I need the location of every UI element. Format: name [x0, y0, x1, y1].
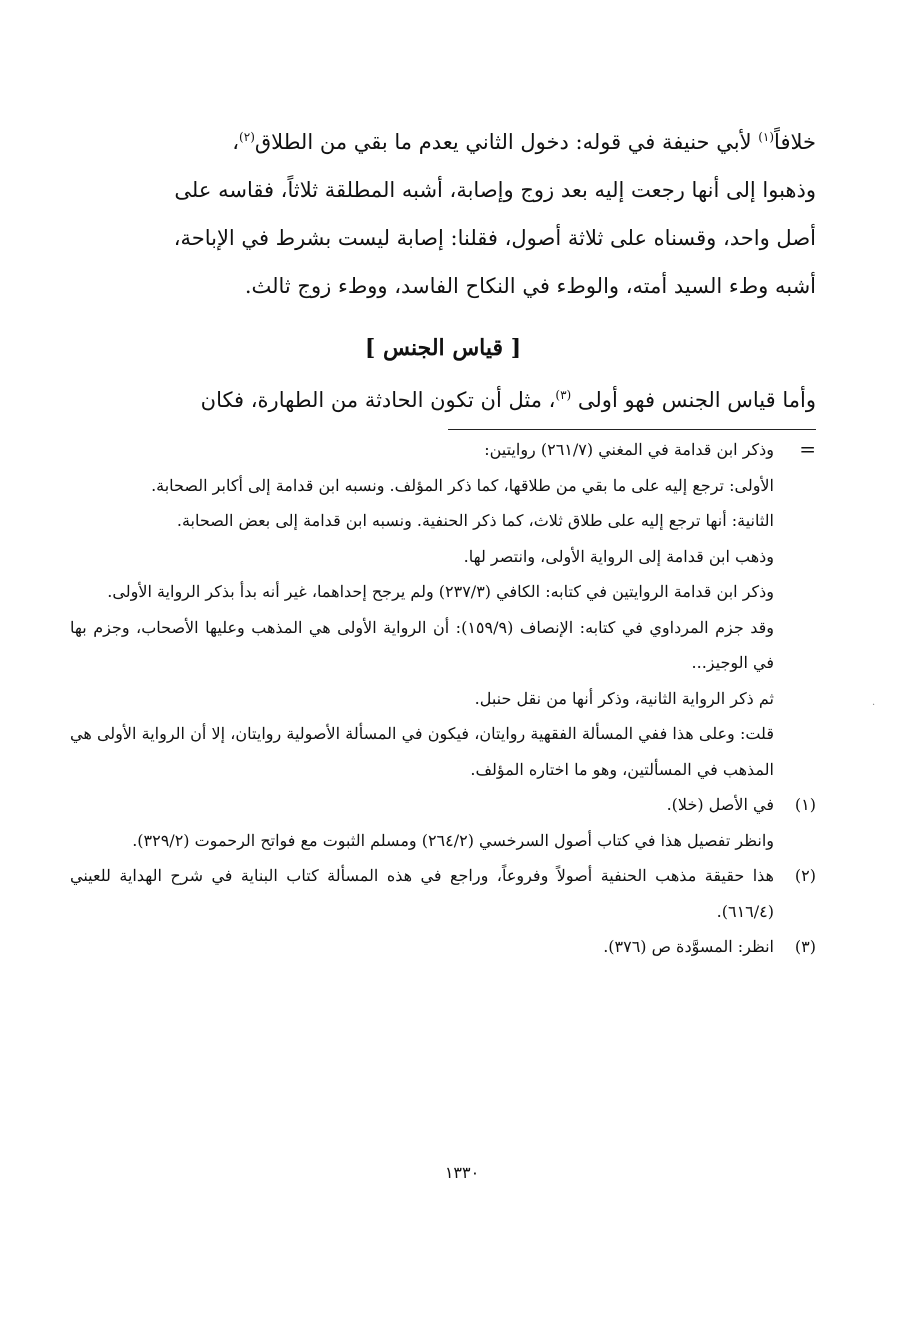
footnote-2: [70, 858, 816, 929]
footnote-line: وانظر تفصيل هذا في كتاب أصول السرخسي (٢٦٤/٢) ومسلم الثبوت مع فواتح الرحموت (٣٢٩/٢).: [132, 830, 774, 850]
footnote-3: [70, 929, 816, 965]
main-line-3: أصل واحد، وقسناه على ثلاثة أصول، فقلنا: إصابة ليست بشرط في الإباحة،: [173, 226, 816, 250]
footnote-body: [70, 929, 774, 965]
footnote-number: (٢): [794, 866, 816, 885]
main-line-4: أشبه وطء السيد أمته، والوطء في النكاح الفاسد، ووطء زوج ثالث.: [244, 274, 816, 298]
section-text-start: وأما قياس الجنس فهو أولى: [571, 388, 816, 412]
note-paragraph: وذكر ابن قدامة في المغني (٢٦١/٧) روايتين:: [484, 440, 774, 459]
section-paragraph: [70, 378, 816, 422]
footnote-number: (٣): [794, 937, 816, 956]
footnotes-area: [70, 432, 816, 965]
continuation-mark: =: [799, 437, 816, 461]
main-line-2: وذهبوا إلى أنها رجعت إليه بعد زوج وإصابة، أشبه المطلقة ثلاثاً، فقاسه على: [174, 178, 816, 202]
footnote-ref-2[interactable]: (٢): [239, 130, 255, 144]
main-line-1-end: ،: [232, 130, 240, 154]
note-paragraph: الأولى: ترجع إليه على ما بقي من طلاقها، كما ذكر المؤلف. ونسبه ابن قدامة إلى أكابر الصحابة.: [151, 475, 774, 495]
footnote-1: [70, 787, 816, 858]
footnote-number: (١): [794, 795, 816, 814]
footnote-line: انظر: المسوَّدة ص (٣٧٦).: [603, 937, 774, 956]
main-line-1: [70, 118, 816, 166]
footnote-separator: [448, 429, 816, 430]
footnote-line: في الأصل (خلا).: [666, 795, 774, 814]
page-number: ١٣٣٠: [444, 1163, 480, 1182]
footnote-ref-1[interactable]: (١): [758, 130, 775, 144]
main-line-1-middle: لأبي حنيفة في قوله: دخول الثاني يعدم ما بقي من الطلاق: [254, 130, 759, 154]
scan-speck: ·: [872, 700, 876, 711]
footnote-ref-3[interactable]: (٣): [555, 388, 572, 402]
footnote-line: هذا حقيقة مذهب الحنفية أصولاً وفروعاً، وراجع في هذه المسألة كتاب البناية في شرح الهداية للعيني (٦١٦/٤).: [70, 866, 774, 921]
continued-note: [70, 432, 816, 787]
section-heading: [ قياس الجنس ]: [364, 335, 522, 361]
note-paragraph: وقد جزم المرداوي في كتابه: الإنصاف (١٥٩/٩): أن الرواية الأولى هي المذهب وعليها الأصحاب، وجزم بها في الوجيز...: [70, 617, 775, 672]
note-paragraph: ثم ذكر الرواية الثانية، وذكر أنها من نقل حنبل.: [474, 688, 774, 708]
note-paragraph: وذكر ابن قدامة الروايتين في كتابه: الكافي (٢٣٧/٣) ولم يرجح إحداهما، غير أنه بدأ بذكر الرواية الأولى.: [107, 582, 774, 601]
note-paragraph: وذهب ابن قدامة إلى الرواية الأولى، وانتصر لها.: [463, 546, 774, 566]
section-text-end: ، مثل أن تكون الحادثة من الطهارة، فكان: [200, 388, 556, 412]
note-paragraph: قلت: وعلى هذا ففي المسألة الفقهية روايتان، فيكون في المسألة الأصولية روايتان، إلا أن الرواية الأولى هي المذهب في المسألتين، وهو ما اختاره المؤلف.: [70, 724, 774, 779]
footnote-body: [70, 787, 774, 858]
footnote-body: [70, 858, 774, 929]
main-paragraph: [70, 118, 816, 310]
continued-note-body: [70, 432, 774, 787]
main-line-1-start: خلافاً: [774, 130, 816, 154]
note-paragraph: الثانية: أنها ترجع إليه على طلاق ثلاث، كما ذكر الحنفية. ونسبه ابن قدامة إلى بعض الصحابة.: [176, 511, 774, 530]
